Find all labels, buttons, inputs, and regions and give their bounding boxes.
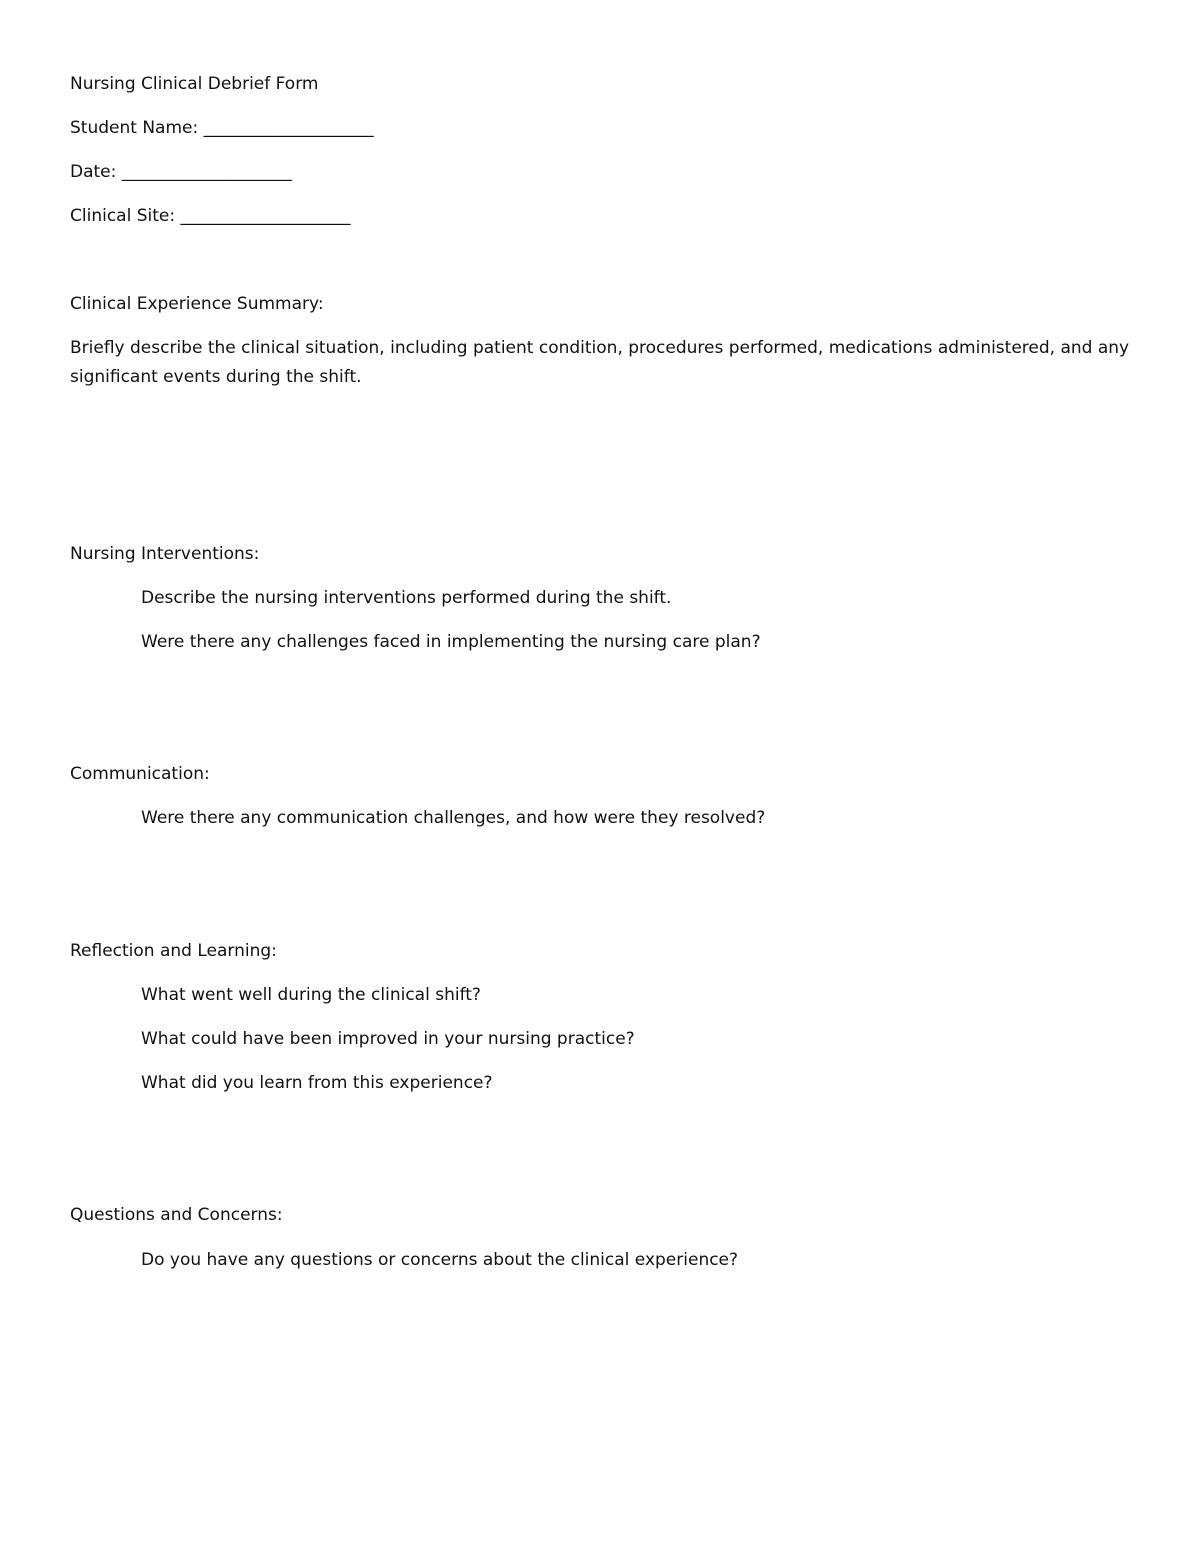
student-name-blank[interactable]: ____________________ xyxy=(203,118,374,138)
date-label: Date: xyxy=(70,162,117,182)
reflection-prompt: What did you learn from this experience? xyxy=(141,1073,493,1093)
interventions-heading: Nursing Interventions: xyxy=(70,544,260,564)
clinical-site-field[interactable] xyxy=(70,202,350,231)
questions-heading: Questions and Concerns: xyxy=(70,1205,283,1225)
questions-prompt: Do you have any questions or concerns about the clinical experience? xyxy=(141,1250,739,1270)
summary-heading: Clinical Experience Summary: xyxy=(70,294,324,314)
student-name-label: Student Name: xyxy=(70,118,199,138)
student-name-field[interactable] xyxy=(70,114,374,143)
communication-prompt: Were there any communication challenges, and how were they resolved? xyxy=(141,808,766,828)
form-title: Nursing Clinical Debrief Form xyxy=(70,74,319,94)
reflection-prompt: What went well during the clinical shift? xyxy=(141,985,481,1005)
reflection-prompt: What could have been improved in your nursing practice? xyxy=(141,1029,635,1049)
clinical-site-blank[interactable]: ____________________ xyxy=(180,206,351,226)
interventions-prompt: Were there any challenges faced in implementing the nursing care plan? xyxy=(141,632,761,652)
communication-heading: Communication: xyxy=(70,764,210,784)
date-field[interactable] xyxy=(70,158,292,187)
reflection-heading: Reflection and Learning: xyxy=(70,941,277,961)
summary-instructions: Briefly describe the clinical situation, including patient condition, procedures performed, medications administered, and any significant events during the shift. xyxy=(70,338,1130,387)
interventions-prompt: Describe the nursing interventions performed during the shift. xyxy=(141,588,672,608)
date-blank[interactable]: ____________________ xyxy=(121,162,292,182)
clinical-site-label: Clinical Site: xyxy=(70,206,176,226)
